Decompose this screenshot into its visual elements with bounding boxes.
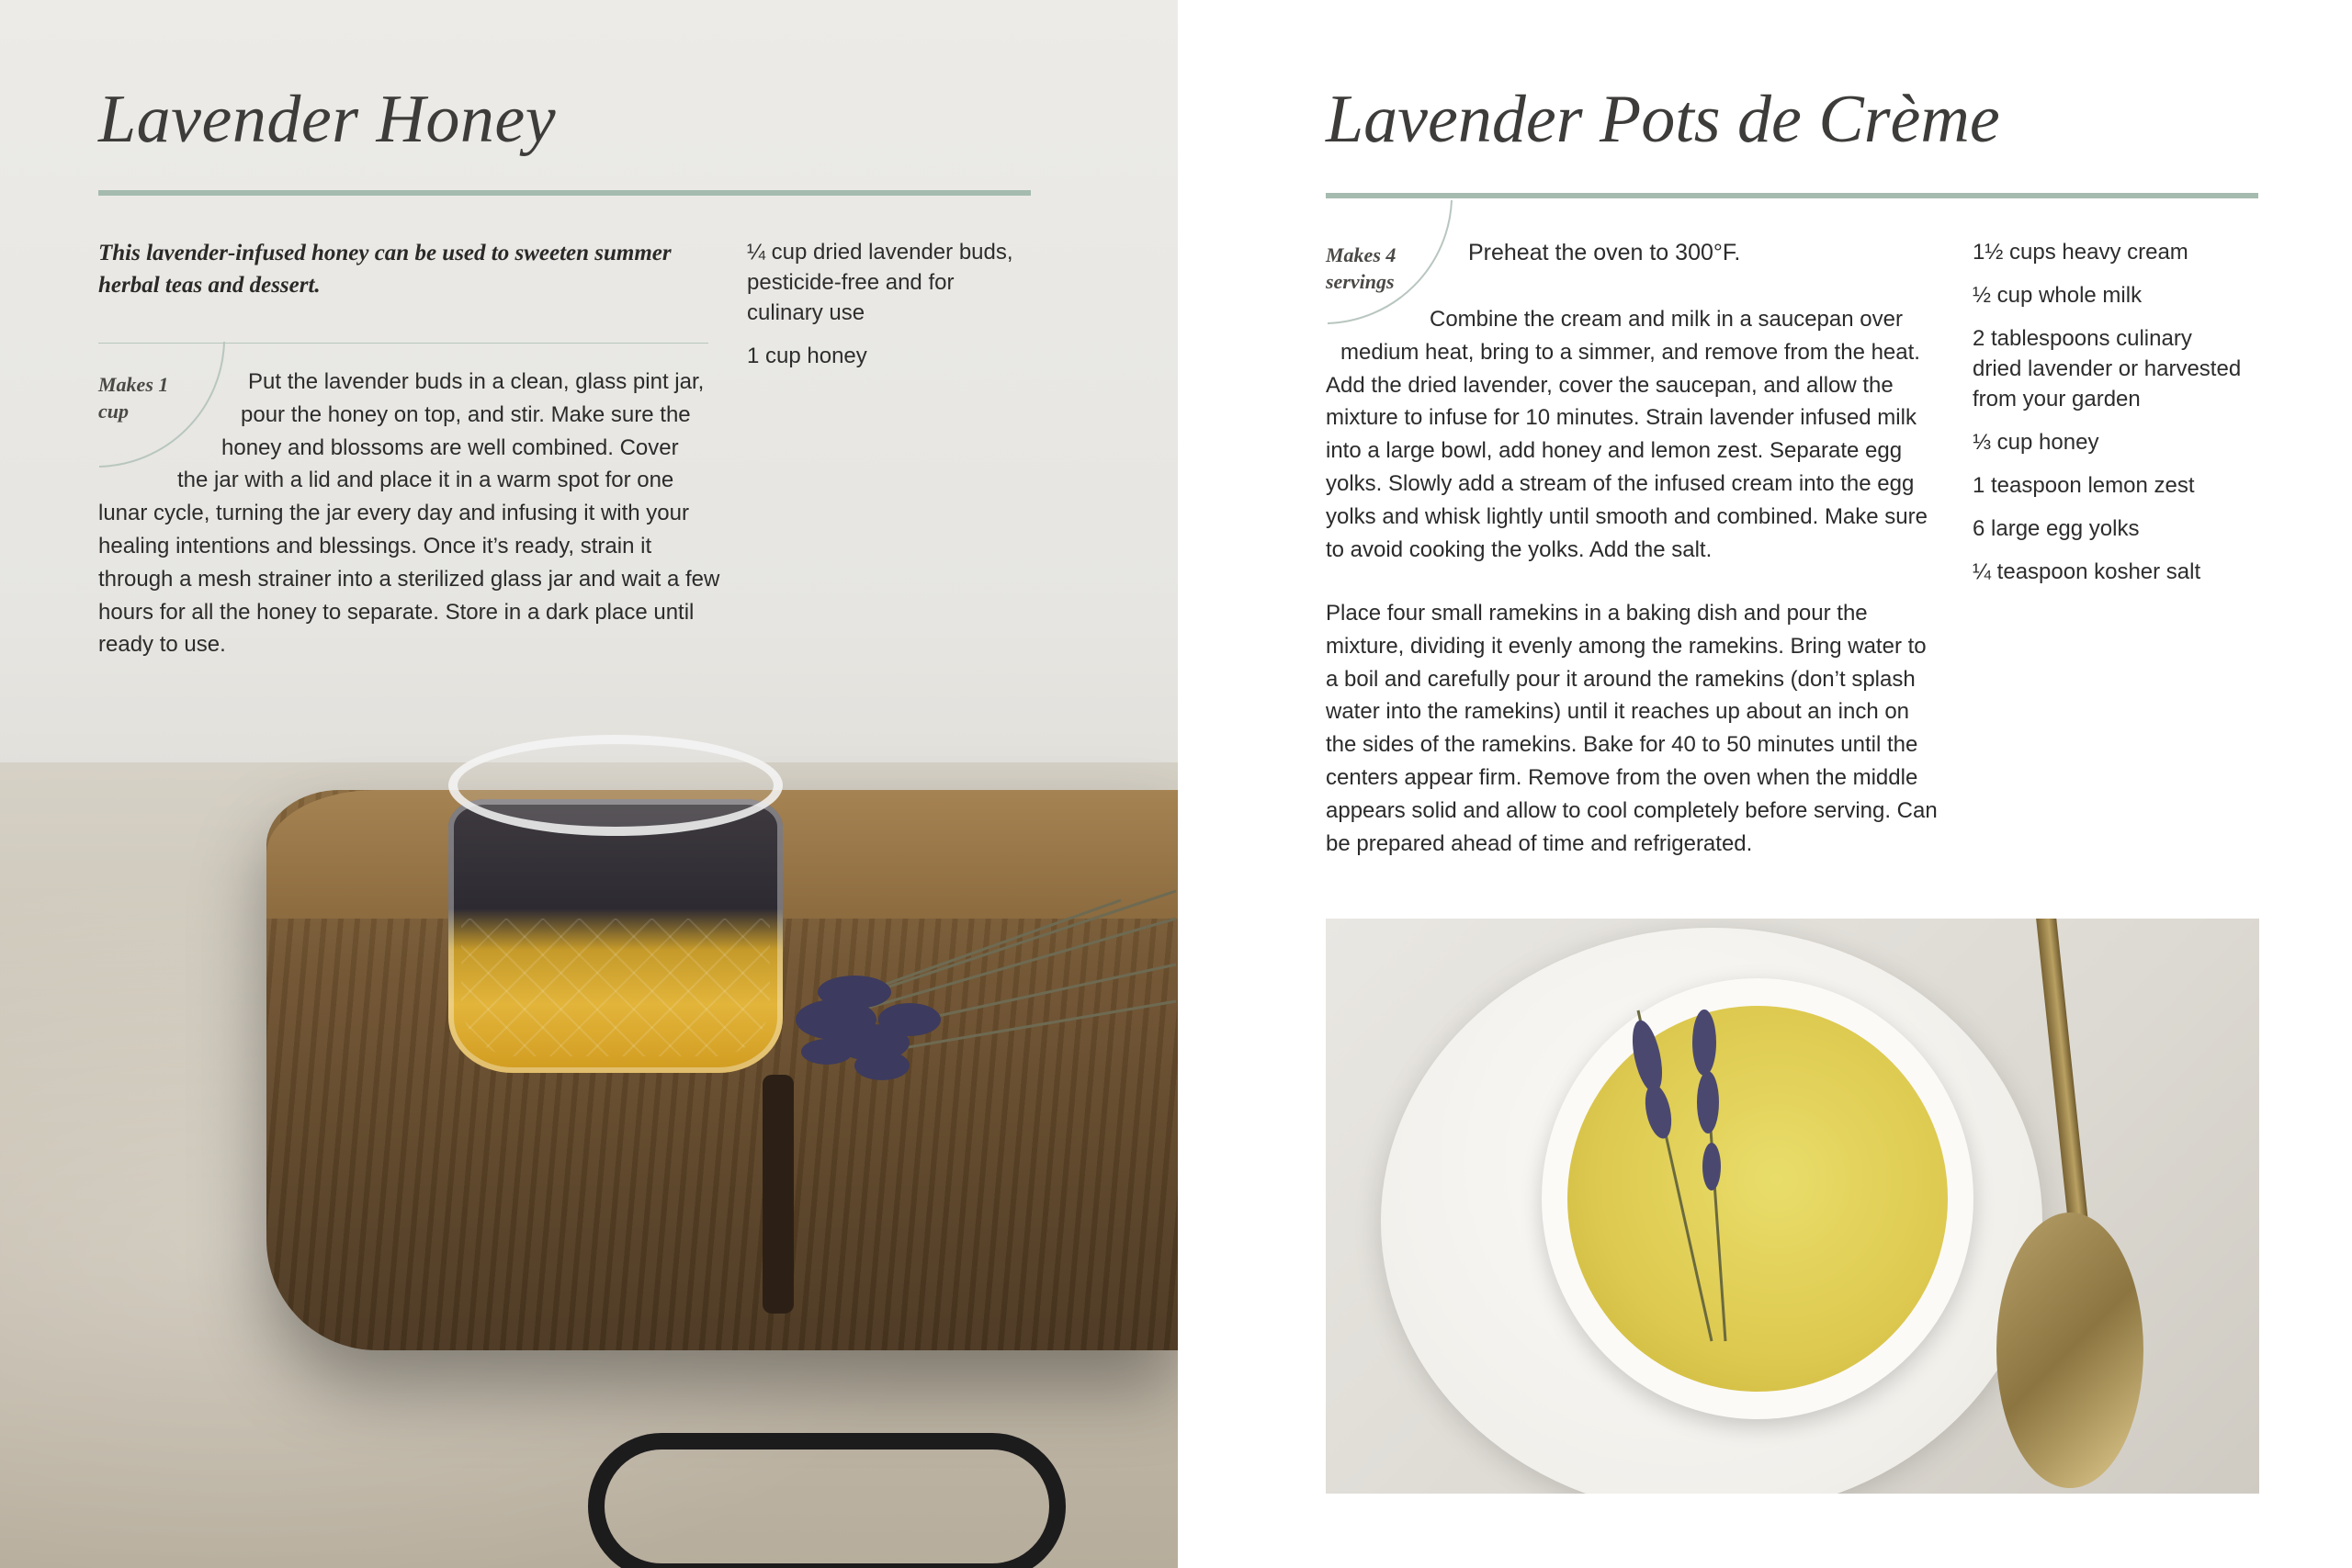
method-line: pour the honey on top, and stir. Make sure the [241,401,691,427]
method-line: to avoid cooking the yolks. Add the salt. [1326,536,1713,562]
ingredient-item [1973,513,2267,544]
method-line: healing intentions and blessings. Once it’s ready, strain it [98,533,652,558]
ingredient-item [747,237,1032,328]
recipe-title-pots-de-creme: Lavender Pots de Crème [1326,82,2000,157]
method-line: Add the dried lavender, cover the saucepan, and allow the [1326,372,1894,398]
title-rule [98,190,1031,196]
method-line: into a large bowl, add honey and lemon zest. Separate egg [1326,438,1903,464]
ingredient-item [1973,237,2267,267]
jar-pattern [461,919,770,1056]
method-line: centers appear firm. Remove from the oven when the middle [1326,764,1918,790]
ingredient-line: 2 tablespoons culinary [1973,326,2192,351]
yield-line: servings [1326,270,1395,293]
ingredient-line: ¼ cup dried lavender buds, [747,240,1013,265]
ingredient-line: 6 large egg yolks [1973,516,2140,541]
ingredient-item [747,341,1032,371]
gold-spoon-bowl [1996,1213,2143,1488]
method-line: yolks and whisk lightly until smooth and combined. Make sure [1326,503,1928,529]
method-line: ready to use. [98,632,226,658]
method-line: lunar cycle, turning the jar every day and infusing it with your [98,501,689,526]
recipe-method-baking [1326,597,1941,860]
jar-rim [448,735,783,836]
method-line: Place four small ramekins in a baking dish and pour the [1326,601,1868,626]
method-line: mixture, dividing it evenly among the ramekins. Bring water to [1326,633,1927,659]
ingredient-item [1973,323,2267,414]
lavender-bunch [772,882,1178,1121]
intro-line: This lavender-infused honey can be used to sweeten summer [98,241,672,265]
method-line: through a mesh strainer into a sterilized glass jar and wait a few [98,566,720,592]
recipe-title-lavender-honey: Lavender Honey [98,82,557,157]
method-line: mixture to infuse for 10 minutes. Strain lavender infused milk [1326,405,1917,431]
ingredient-line: ⅓ cup honey [1973,430,2099,455]
method-line: Combine the cream and milk in a saucepan over [1430,307,1903,332]
ingredient-line: ¼ teaspoon kosher salt [1973,559,2201,584]
method-line: the sides of the ramekins. Bake for 40 to 50 minutes until the [1326,732,1918,758]
method-line: hours for all the honey to separate. Store in a dark place until [98,599,695,625]
ingredient-line: dried lavender or harvested [1973,356,2242,381]
gold-spoon-handle [2034,919,2089,1231]
ingredient-line: pesticide-free and for [747,270,955,295]
scissors [588,1433,1066,1568]
yield-line: Makes 4 [1326,243,1396,266]
recipe-method [98,366,720,661]
method-line: the jar with a lid and place it in a warm spot for one [177,468,674,493]
lavender-sprig [1601,1001,1785,1350]
ingredient-item [1973,557,2267,587]
ingredient-item [1973,427,2267,457]
ingredient-item [1973,280,2267,310]
recipe-method [1326,303,1941,566]
ingredient-line: 1½ cups heavy cream [1973,240,2188,265]
method-step-preheat: Preheat the oven to 300°F. [1468,240,1741,265]
method-line: yolks. Slowly add a stream of the infused cream into the egg [1326,470,1915,496]
honey-jar [448,735,783,1073]
ingredient-line: culinary use [747,300,865,325]
ingredient-line: 1 teaspoon lemon zest [1973,473,2195,498]
yield-line: Makes 1 [98,373,169,396]
ingredient-list [747,237,1032,384]
ingredient-list [1973,237,2267,600]
pots-de-creme-photo [1326,919,2259,1494]
method-line: Put the lavender buds in a clean, glass pint jar, [248,369,705,394]
method-line: medium heat, bring to a simmer, and remove from the heat. [1340,339,1920,365]
method-line: a boil and carefully pour it around the ramekins (don’t splash [1326,666,1916,692]
method-line: water into the ramekins) until it reaches up about an inch on [1326,699,1910,725]
ingredient-line: from your garden [1973,387,2141,412]
intro-line: herbal teas and dessert. [98,273,321,298]
ingredient-line: ½ cup whole milk [1973,283,2143,308]
method-line: honey and blossoms are well combined. Cover [221,434,679,460]
method-line: appears solid and allow to cool completely before serving. Can [1326,797,1938,823]
ingredient-item [1973,470,2267,501]
method-line: be prepared ahead of time and refrigerated. [1326,830,1753,856]
ingredient-line: 1 cup honey [747,344,867,368]
recipe-intro [98,237,723,301]
title-rule [1326,193,2258,198]
yield-line: cup [98,400,129,423]
yield-label [1326,242,1418,295]
